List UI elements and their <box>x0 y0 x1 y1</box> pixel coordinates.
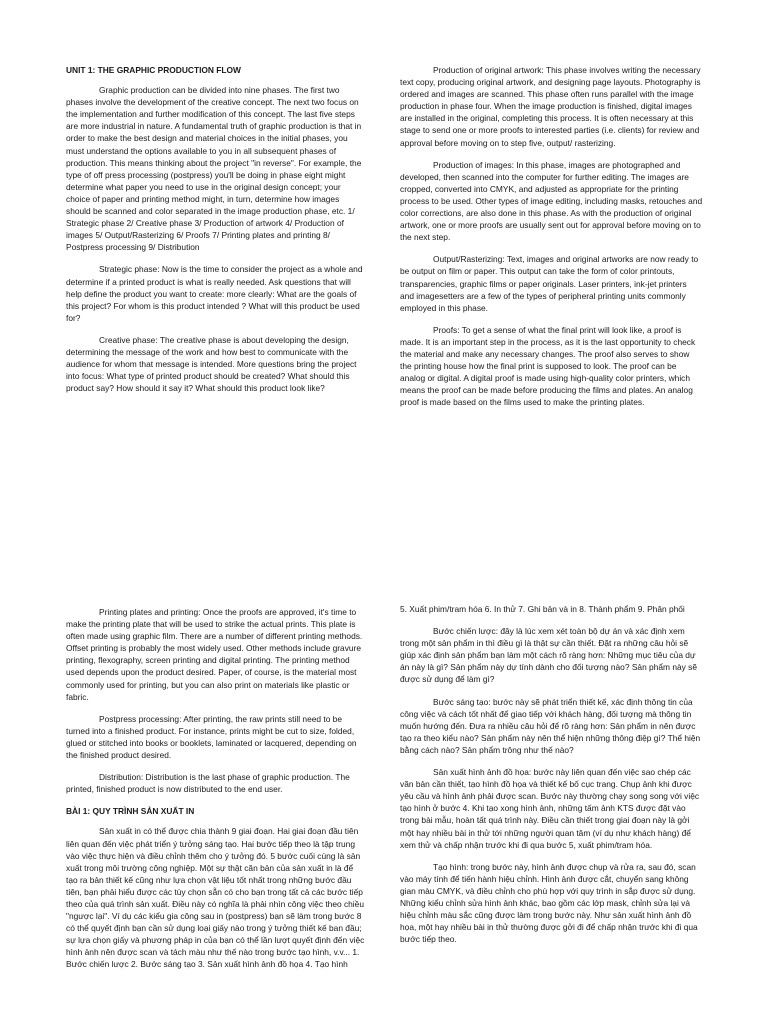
images-paragraph: Production of images: In this phase, images are photographed and developed, then scanned into the computer for further editing. The images are cropped, converted into CMYK, and adjusted as appropriate for the printing process to be used. Other types of image editing, including masks, retouches and color corrections, are also done in this phase. As with the production of original artwork, one or more proofs are usually sent out for approval before moving on to the next step. <box>400 159 703 243</box>
vietnamese-heading: BÀI 1: QUY TRÌNH SẢN XUẤT IN <box>66 806 195 817</box>
intro-paragraph: Graphic production can be divided into nine phases. The first two phases involve the development of the creative concept. The next two focus on the implementation and further modification of this concept. The last five steps are more industrial in nature. A fundamental truth of graphic production is that in order to make the best design and material choices in the initial phases, you must understand the options available to you in all subsequent phases of production. This means thinking about the project "in reverse". For example, the type of off press processing (postpress) you'll be doing in phase eight might determine what paper you need to use in the original design concept; your choice of paper and printing method might, in turn, determine how images should be scanned and color separated in the image production phase, etc. 1/ Strategic phase 2/ Creative phase 3/ Production of artwork 4/ Production of images 5/ Output/Rasterizing 6/ Proofs 7/ Printing plates and printing 8/ Postpress processing 9/ Distribution <box>66 85 362 253</box>
printing-paragraph: Printing plates and printing: Once the proofs are approved, it's time to make the printing plate that will be used to strike the actual prints. This plate is often made using graphic film. There are a number of different printing methods. Offset printing is probably the most widely used. Other methods include gravure printing, flexography, screen printing and digital printing. The printing method used depends upon the product desired. Paper, of course, is the material most commonly used for printing, but you can also print on materials like plastic or fabric. <box>66 607 363 702</box>
postpress-paragraph: Postpress processing: After printing, the raw prints still need to be turned into a finished product. For instance, prints might be cut to size, folded, glued or stitched into books or booklets, laminated or lacquered, depending on the finished product desired. <box>66 713 357 761</box>
creative-phase-paragraph: Creative phase: The creative phase is about developing the design, determining the message of the work and how best to communicate with the audience for whom that message is intended. More questions bring the project into focus: What type of printed product should be created? What should this product say? How should it say it? What should this product look like? <box>66 334 357 394</box>
bottom-left-column <box>66 606 366 981</box>
vietnamese-creative-paragraph: Bước sáng tạo: bước này sẽ phát triển thiết kế, xác định thông tin của công việc và cách tốt nhất để giao tiếp với khách hàng, đối tượng mà thông tin muốn hướng đến. Đưa ra nhiều câu hỏi để rõ ràng hơn: Sản phẩm in nên được tạo ra theo kiểu nào? Sản phẩm này nên thể hiện những thông điệp gì? Thể hiện bằng cách nào? Sản phẩm trông như thế nào? <box>400 696 701 755</box>
distribution-paragraph: Distribution: Distribution is the last phase of graphic production. The printed, finished product is now distributed to the end user. <box>66 772 350 795</box>
vietnamese-strategic-paragraph: Bước chiến lược: đây là lúc xem xét toàn bộ dự án và xác định xem trong một sản phẩm in thì điều gì là thật sự cần thiết. Đặt ra những câu hỏi sẽ giúp xác định sản phẩm bạn làm một cách rõ ràng hơn: Những mục tiêu của dự án này là gì? Sản phẩm này dự tính dành cho đối tượng nào? Sản phẩm này sẽ được sử dụng để làm gì? <box>400 626 698 685</box>
top-right-column <box>400 64 703 418</box>
strategic-phase-paragraph: Strategic phase: Now is the time to consider the project as a whole and determine if a printed product is what is really needed. Ask questions that will help define the product you want to create: more clearly: What are the goals of this project? For whom is this product intended ? What will this product be used for? <box>66 264 363 323</box>
artwork-paragraph: Production of original artwork: This phase involves writing the necessary text copy, producing original artwork, and designing page layouts. Photography is ordered and images are scanned. This phase often runs parallel with the image production in phase four. When the image production is finished, digital images are installed in the original, completing this process. It is often necessary at this stage to send one or more proofs to interested parties (i.e. clients) for review and approval before moving on to step five, output/ rasterizing. <box>400 65 701 148</box>
vietnamese-artwork-paragraph: Sản xuất hình ảnh đồ họa: bước này liên quan đến việc sao chép các văn bản cần thiết, tạo hình đồ họa và thiết kế bố cục trang. Chụp ảnh khi được yêu cầu và hình ảnh phải được scan. Bước này thường chạy song song với việc tạo hình ở bước 4. Khi tạo xong hình ảnh, những tấm ảnh KTS được đặt vào trong bài mẫu, hoàn tất quá trình này. Điều cần thiết trong giai đoạn này là gởi một hay nhiều bài in thử tới những người quan tâm (ví dụ như khách hàng) để xem thử và chấp nhận trước khi đi qua bước 5, xuất phim/tram hóa. <box>400 767 700 850</box>
unit-heading: UNIT 1: THE GRAPHIC PRODUCTION FLOW <box>66 65 241 75</box>
page-bottom <box>0 512 768 1024</box>
vietnamese-images-paragraph: Tạo hình: trong bước này, hình ảnh được chụp và rửa ra, sau đó, scan vào máy tính để tiến hành hiệu chỉnh. Hình ảnh được cắt, chuyển sang không gian màu CMYK, và điều chỉnh cho phù hợp với quy trình in sắp được sử dụng. Những kiểu chỉnh sửa hình ảnh khác, bao gồm các lớp mask, chỉnh sửa lại và hiệu chỉnh màu sắc cũng được làm trong bước này. Như sản xuất hình ảnh đồ họa, một hay nhiều bài in thử thường được gởi đi để chấp nhận trước khi đi qua bước tiếp theo. <box>400 861 698 945</box>
output-paragraph: Output/Rasterizing: Text, images and original artworks are now ready to be output on film or paper. This output can take the form of color printouts, transparencies, graphic films or paper originals. Laser printers, ink-jet printers and imagesetters are a few of the types of peripheral printing units commonly employed in this phase. <box>400 254 699 313</box>
vietnamese-intro-paragraph: Sản xuất in có thể được chia thành 9 giai đoạn. Hai giai đoạn đầu tiên liên quan đến việc phát triển ý tưởng sáng tạo. Hai bước tiếp theo là tập trung vào việc thực hiện và điều chỉnh thêm cho ý tưởng đó. 5 bước cuối cùng là sản xuất trong môi trường công nghiệp. Một sự thật căn bản của sản xuất in là để tạo ra bản thiết kế cũng như lựa chọn vật liệu tốt nhất trong những bước đầu tiên, bạn phải hiểu được các tùy chọn sẵn có cho bạn trong tất cả các bước tiếp theo của quá trình sản xuất. Điều này có nghĩa là phải nhìn công việc theo chiều "ngược lại". Ví dụ các kiểu gia công sau in (postpress) bạn sẽ làm trong bước 8 có thể quyết định bạn cần sử dụng loại giấy nào trong ý tưởng thiết kế ban đầu; sự lựa chọn giấy và phương pháp in của bạn có thể lần lượt quyết định đến việc hình ảnh nên được scan và tách màu như thế nào trong bước tạo hình, v.v... 1. Bước chiến lược 2. Bước sáng tạo 3. Sản xuất hình ảnh đồ họa 4. Tạo hình <box>66 826 365 970</box>
bottom-right-column <box>400 603 703 955</box>
top-left-column <box>66 64 366 404</box>
vietnamese-phase-list: 5. Xuất phim/tram hóa 6. In thử 7. Ghi bản và in 8. Thành phẩm 9. Phân phối <box>400 604 685 614</box>
proofs-paragraph: Proofs: To get a sense of what the final print will look like, a proof is made. It is an important step in the process, as it is the last opportunity to check the material and make any necessary changes. The proof also serves to show the printing house how the final print is supposed to look. The proof can be analog or digital. A digital proof is made using high-quality color printers, which means the proof can be made before producing the films and plates. An analog proof is made based on the films used to make the printing plates. <box>400 324 696 408</box>
